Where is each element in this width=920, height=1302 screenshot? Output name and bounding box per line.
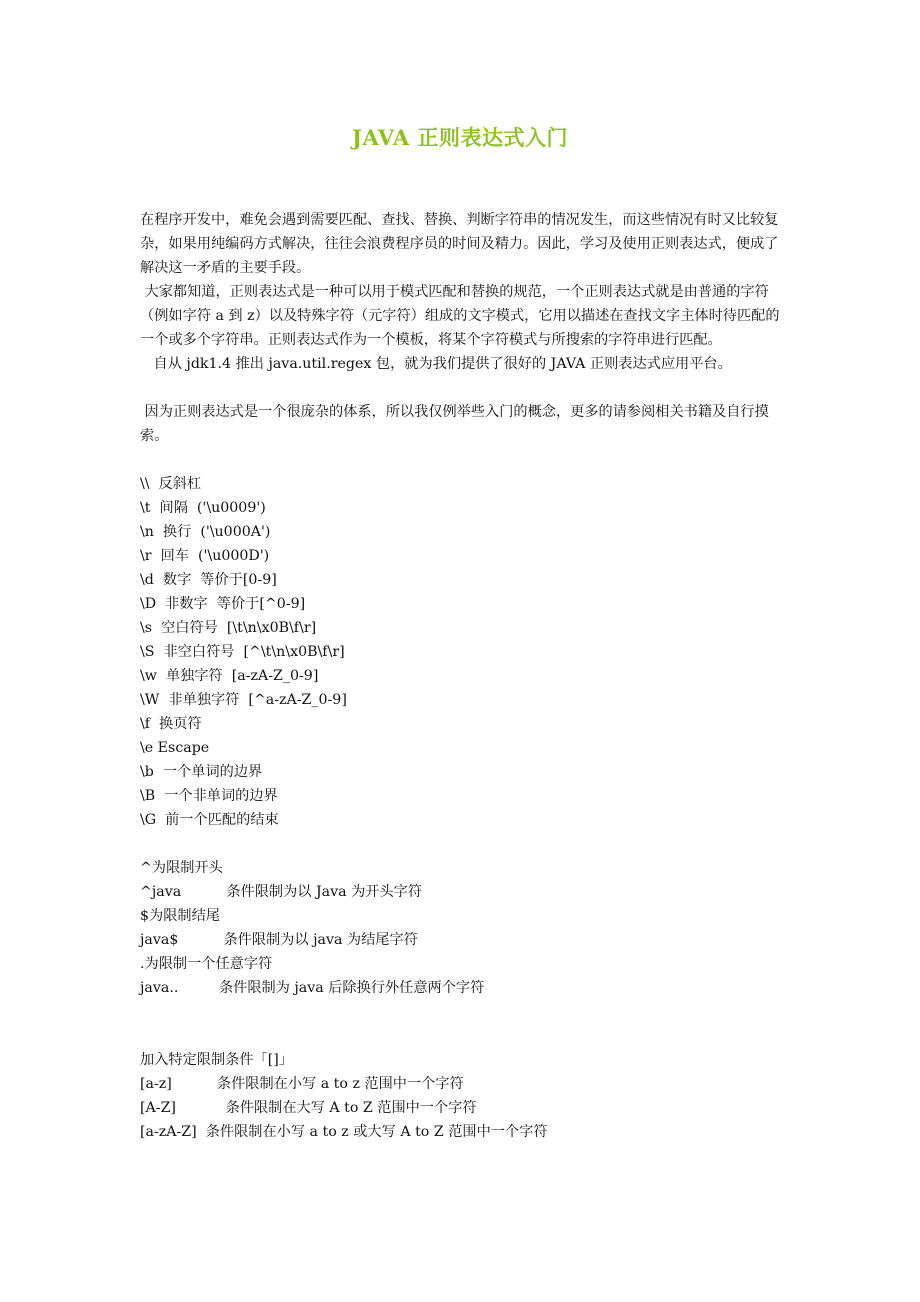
anchor-item: .为限制一个任意字符 xyxy=(140,956,273,972)
escape-item: \G 前一个匹配的结束 xyxy=(140,812,279,828)
escape-item: \W 非单独字符 [^a-zA-Z_0-9] xyxy=(140,692,347,708)
escape-item: \B 一个非单词的边界 xyxy=(140,788,278,804)
escape-item: \b 一个单词的边界 xyxy=(140,764,263,780)
bracket-item: 加入特定限制条件「[]」 xyxy=(140,1052,293,1068)
anchor-item: java$ 条件限制为以 java 为结尾字符 xyxy=(140,932,418,948)
escape-list xyxy=(140,472,790,832)
bracket-item: [a-zA-Z] 条件限制在小写 a to z 或大写 A to Z 范围中一个字符 xyxy=(140,1124,548,1140)
escape-item: \D 非数字 等价于[^0-9] xyxy=(140,596,306,612)
spacer xyxy=(140,1000,790,1048)
escape-item: \d 数字 等价于[0-9] xyxy=(140,572,277,588)
escape-item: \S 非空白符号 [^\t\n\x0B\f\r] xyxy=(140,644,345,660)
document-body xyxy=(140,208,790,1144)
anchor-item: $为限制结尾 xyxy=(140,908,220,924)
anchor-item: java.. 条件限制为 java 后除换行外任意两个字符 xyxy=(140,980,485,996)
escape-item: \f 换页符 xyxy=(140,716,202,732)
intro-paragraph-4: 因为正则表达式是一个很庞杂的体系，所以我仅例举些入门的概念，更多的请参阅相关书籍及自行摸索。 xyxy=(140,404,769,444)
escape-item: \e Escape xyxy=(140,740,210,756)
spacer xyxy=(140,376,790,400)
anchor-item: ^java 条件限制为以 Java 为开头字符 xyxy=(140,884,423,900)
bracket-list xyxy=(140,1048,790,1144)
bracket-item: [A-Z] 条件限制在大写 A to Z 范围中一个字符 xyxy=(140,1100,477,1116)
escape-item: \n 换行 ('\u000A') xyxy=(140,524,271,540)
intro-paragraph-1: 在程序开发中，难免会遇到需要匹配、查找、替换、判断字符串的情况发生，而这些情况有时又比较复杂，如果用纯编码方式解决，往往会浪费程序员的时间及精力。因此，学习及使用正则表达式，便成了解决这一矛盾的主要手段。 xyxy=(140,212,779,276)
escape-item: \\ 反斜杠 xyxy=(140,476,202,492)
page-title: JAVA 正则表达式入门 xyxy=(352,125,568,150)
intro-paragraph-3: 自从 jdk1.4 推出 java.util.regex 包，就为我们提供了很好的 JAVA 正则表达式应用平台。 xyxy=(140,356,732,372)
escape-item: \w 单独字符 [a-zA-Z_0-9] xyxy=(140,668,319,684)
escape-item: \t 间隔 ('\u0009') xyxy=(140,500,266,516)
escape-item: \s 空白符号 [\t\n\x0B\f\r] xyxy=(140,620,317,636)
intro-paragraph-2: 大家都知道，正则表达式是一种可以用于模式匹配和替换的规范，一个正则表达式就是由普通的字符（例如字符 a 到 z）以及特殊字符（元字符）组成的文字模式，它用以描述在查找文字主体时待匹配的一个或多个字符串。正则表达式作为一个模板，将某个字符模式与所搜索的字符串进行匹配。 xyxy=(140,284,780,348)
spacer xyxy=(140,448,790,472)
escape-item: \r 回车 ('\u000D') xyxy=(140,548,270,564)
bracket-item: [a-z] 条件限制在小写 a to z 范围中一个字符 xyxy=(140,1076,464,1092)
anchor-list xyxy=(140,856,790,1000)
anchor-item: ^为限制开头 xyxy=(140,860,223,876)
spacer xyxy=(140,832,790,856)
